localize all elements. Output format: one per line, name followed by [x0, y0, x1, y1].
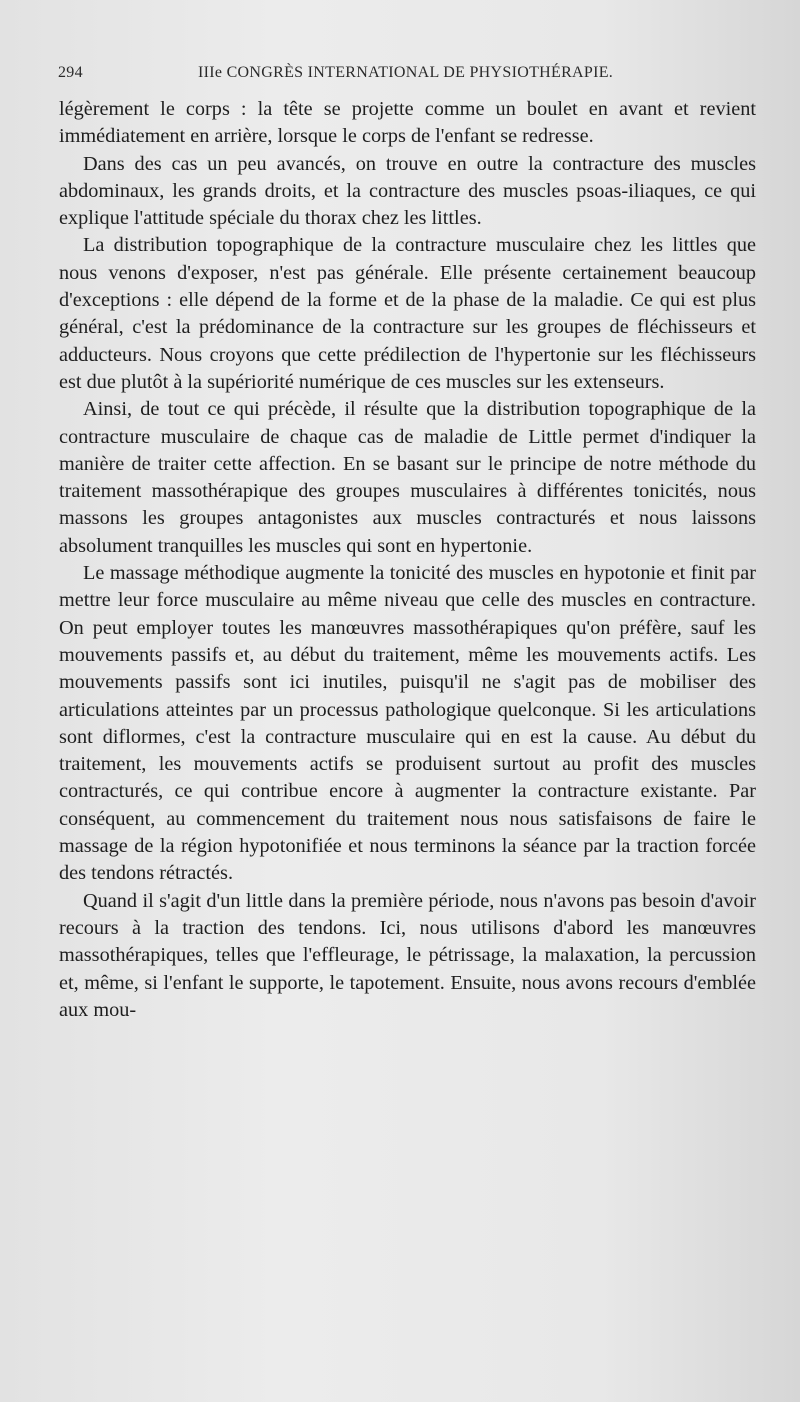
paragraph-2: Dans des cas un peu avancés, on trouve en outre la contracture des muscles abdominaux, les grands droits, et la contracture des muscles psoas-iliaques, ce qui explique l'attitude spéciale du thorax chez les littles. [59, 152, 756, 230]
paragraph-5: Le massage méthodique augmente la tonicité des muscles en hypotonie et finit par mettre leur force musculaire au même niveau que celle des muscles en contracture. On peut employer toutes les manœuvres massothérapiques qu'on préfère, sauf les mouvements passifs et, au début du traitement, même les mouvements actifs. Les mouvements passifs sont ici inutiles, puisqu'il ne s'agit pas de mobiliser des articulations atteintes par un processus pathologique quelconque. Si les articulations sont diflormes, c'est la contracture musculaire qui en est la cause. Au début du traitement, les mouvements actifs se produisent surtout au profit des muscles contracturés, ce qui contribue encore à augmenter la contracture existante. Par conséquent, au commencement du traitement nous nous satisfaisons de faire le massage de la région hypotonifiée et nous terminons la séance par la traction forcée des tendons rétractés. [59, 562, 756, 885]
running-title: IIIe CONGRÈS INTERNATIONAL DE PHYSIOTHÉRAPIE. [198, 64, 614, 81]
paragraph-6: Quand il s'agit d'un little dans la première période, nous n'avons pas besoin d'avoir recours à la traction des tendons. Ici, nous utilisons d'abord les manœuvres massothérapiques, telles que l'effleurage, le pétrissage, la malaxation, la percussion et, même, si l'enfant le supporte, le tapotement. Ensuite, nous avons recours d'emblée aux mou- [59, 889, 756, 1021]
paragraph-3: La distribution topographique de la contracture musculaire chez les littles que nous venons d'exposer, n'est pas générale. Elle présente certainement beaucoup d'exceptions : elle dépend de la forme et de la phase de la maladie. Ce qui est plus général, c'est la prédominance de la contracture sur les groupes de fléchisseurs et adducteurs. Nous croyons que cette prédilection de l'hypertonie sur les fléchisseurs est due plutôt à la supériorité numérique de ces muscles sur les extenseurs. [59, 234, 756, 393]
paragraph-1: légèrement le corps : la tête se projette comme un boulet en avant et revient immédiatement en arrière, lorsque le corps de l'enfant se redresse. [59, 98, 756, 148]
page-number: 294 [58, 64, 83, 81]
body-text [59, 96, 756, 1024]
paragraph-4: Ainsi, de tout ce qui précède, il résulte que la distribution topographique de la contracture musculaire de chaque cas de maladie de Little permet d'indiquer la manière de traiter cette affection. En se basant sur le principe de notre méthode du traitement massothérapique des groupes musculaires à différentes tonicités, nous massons les groupes antagonistes aux muscles contracturés et nous laissons absolument tranquilles les muscles qui sont en hypertonie. [59, 398, 756, 557]
